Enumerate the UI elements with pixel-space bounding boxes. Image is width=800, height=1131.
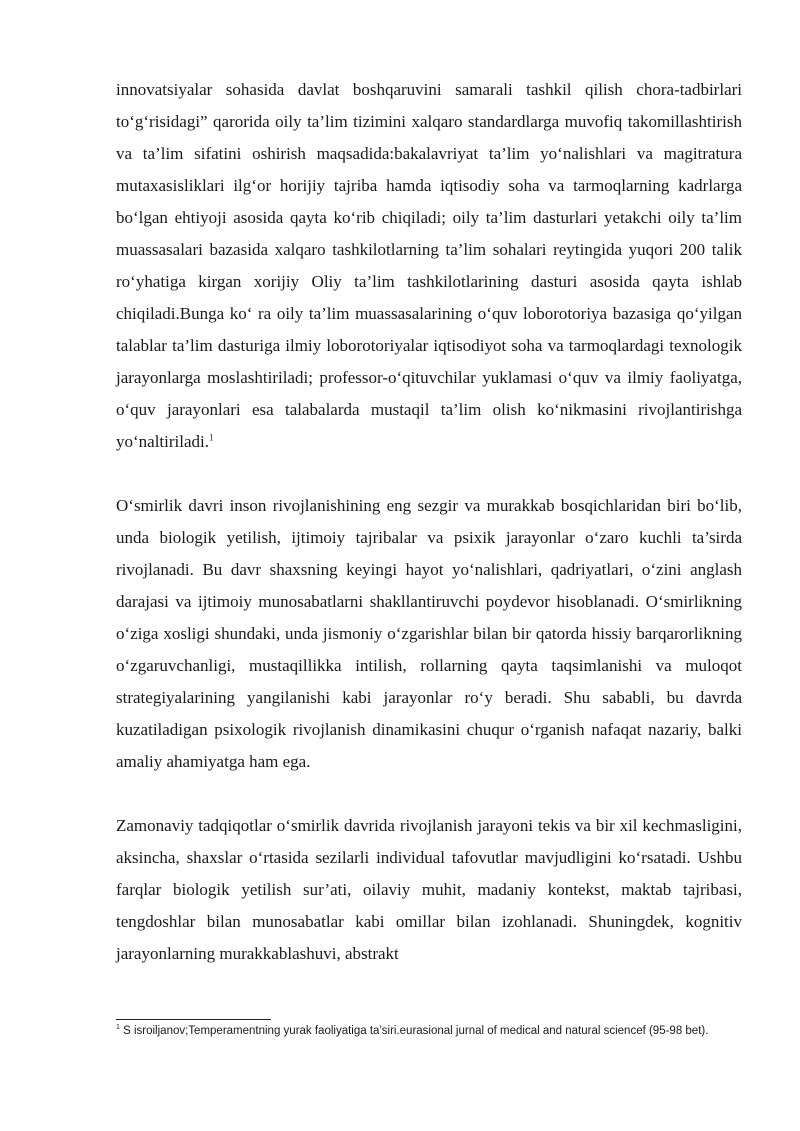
paragraph-1-text: innovatsiyalar sohasida davlat boshqaruvini samarali tashkil qilish chora-tadbirlari to‘g‘risidagi” qarorida oily ta’lim tizimini xalqaro standardlarga muvofiq takomillashtirish va ta’lim sifatini oshirish maqsadida:bakalavriyat ta’lim yo‘nalishlari va magitratura mutaxasisliklari ilg‘or horijiy tajriba hamda iqtisodiy soha va tarmoqlarning kadrlarga bo‘lgan ehtiyoji asosida qayta ko‘rib chiqiladi; oily ta’lim dasturlari yetakchi oily ta’lim muassasalari bazasida xalqaro tashkilotlarning ta’lim sohalari reytingida yuqori 200 talik ro‘yhatiga kirgan xorijiy Oliy ta’lim tashkilotlarining dasturi asosida qayta ishlab chiqiladi.Bunga ko‘ ra oily ta’lim muassasalarining o‘quv loborotoriya bazasiga qo‘yilgan talablar ta’lim dasturiga ilmiy loborotoriyalar iqtisodiyot soha va tarmoqlardagi texnologik jarayonlarga moslashtiriladi; professor-o‘qituvchilar yuklamasi o‘quv va ilmiy faoliyatga, o‘quv jarayonlari esa talabalarda mustaqil ta’lim olish ko‘nikmasini rivojlantirishga yo‘naltiriladi. xyxy=(116,80,742,451)
footnote-number: 1 xyxy=(116,1024,120,1032)
body-text xyxy=(116,74,742,970)
footnote-separator xyxy=(116,1019,271,1020)
footnote-reference[interactable]: 1 xyxy=(209,432,214,443)
paragraph-3-text: Zamonaviy tadqiqotlar o‘smirlik davrida rivojlanish jarayoni tekis va bir xil kechmasligini, aksincha, shaxslar o‘rtasida sezilarli individual tafovutlar mavjudligini ko‘rsatadi. Ushbu farqlar biologik yetilish sur’ati, oilaviy muhit, madaniy kontekst, maktab tajribasi, tengdoshlar bilan munosabatlar kabi omillar bilan izohlanadi. Shuningdek, kognitiv jarayonlarning murakkablashuvi, abstrakt xyxy=(116,816,742,963)
paragraph-2-text: O‘smirlik davri inson rivojlanishining eng sezgir va murakkab bosqichlaridan biri bo‘lib, unda biologik yetilish, ijtimoiy tajribalar va psixik jarayonlar o‘zaro kuchli ta’sirda rivojlanadi. Bu davr shaxsning keyingi hayot yo‘nalishlari, qadriyatlari, o‘zini anglash darajasi va ijtimoiy munosabatlarni shakllantiruvchi poydevor hisoblanadi. O‘smirlikning o‘ziga xosligi shundaki, unda jismoniy o‘zgarishlar bilan bir qatorda hissiy barqarorlikning o‘zgaruvchanligi, mustaqillikka intilish, rollarning qayta taqsimlanishi va muloqot strategiyalarining yangilanishi kabi jarayonlar ro‘y beradi. Shu sababli, bu davrda kuzatiladigan psixologik rivojlanish dinamikasini chuqur o‘rganish nafaqat nazariy, balki amaliy ahamiyatga ham ega. xyxy=(116,496,742,771)
paragraph-2 xyxy=(116,490,742,778)
paragraph-3 xyxy=(116,810,742,970)
footnote xyxy=(116,1024,746,1039)
paragraph-1 xyxy=(116,74,742,458)
footnote-text: S isroiljanov;Temperamentning yurak faoliyatiga ta’siri.eurasional jurnal of medical and natural sciencef (95-98 bet). xyxy=(123,1025,709,1037)
